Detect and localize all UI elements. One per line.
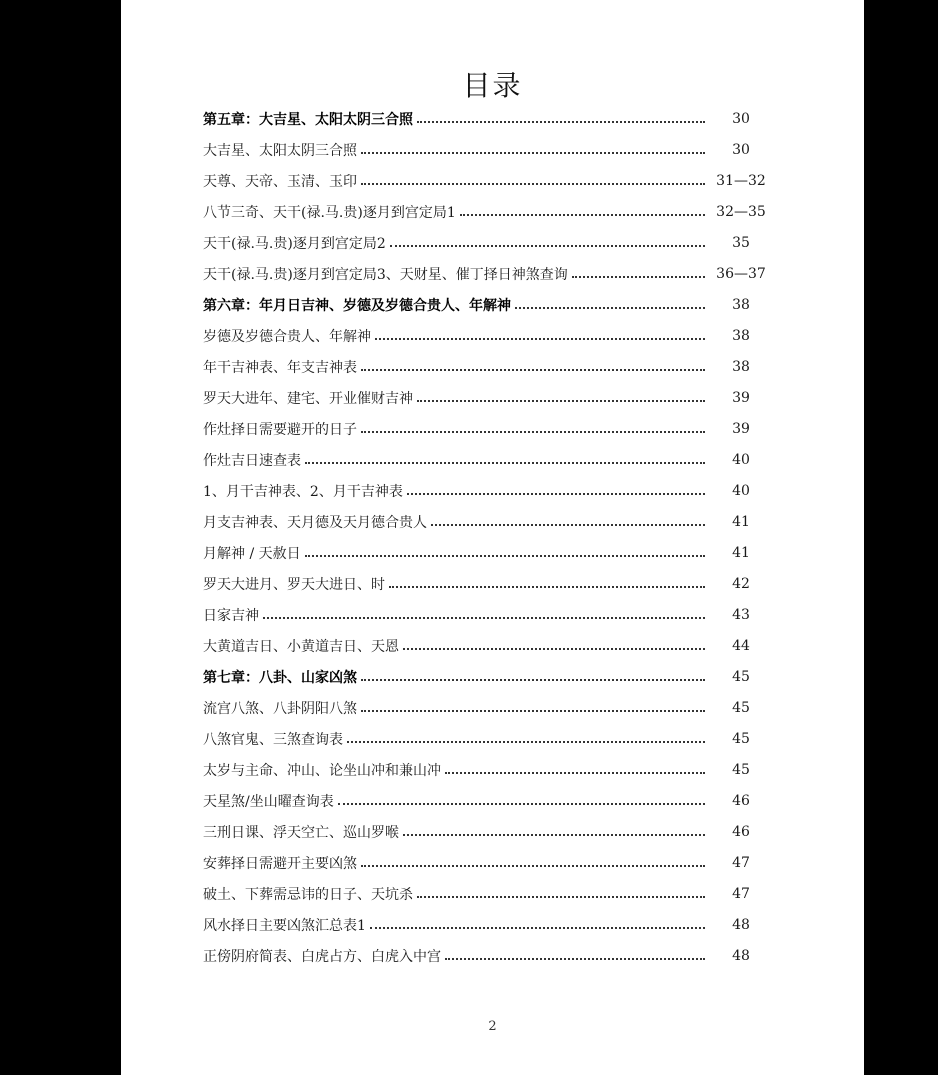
- toc-leader-dots: [361, 369, 705, 371]
- toc-leader-dots: [407, 493, 705, 495]
- toc-leader-dots: [403, 834, 705, 836]
- toc-entry-label: 第六章：年月日吉神、岁德及岁德合贵人、年解神: [203, 297, 511, 314]
- toc-entry: [203, 785, 773, 816]
- toc-entry: [203, 258, 773, 289]
- toc-entry: [203, 816, 773, 847]
- toc-entry-label: 八节三奇、天干(禄.马.贵)逐月到宫定局1: [203, 204, 456, 221]
- toc-leader-dots: [389, 586, 705, 588]
- toc-entry-label: 正傍阴府简表、白虎占方、白虎入中宫: [203, 948, 441, 965]
- toc-entry: [203, 382, 773, 413]
- toc-leader-dots: [417, 896, 705, 898]
- toc-chapter-entry: [203, 661, 773, 692]
- toc-leader-dots: [361, 183, 705, 185]
- toc-entry-page: 47: [732, 854, 750, 871]
- toc-entry-label: 八煞官鬼、三煞查询表: [203, 731, 343, 748]
- toc-leader-dots: [370, 927, 705, 929]
- toc-entry-page: 45: [732, 699, 750, 716]
- toc-entry: [203, 165, 773, 196]
- toc-leader-dots: [361, 679, 705, 681]
- toc-entry-label: 大吉星、太阳太阴三合照: [203, 142, 357, 159]
- toc-leader-dots: [347, 741, 705, 743]
- toc-entry: [203, 444, 773, 475]
- toc-entry-label: 风水择日主要凶煞汇总表1: [203, 917, 366, 934]
- toc-entry: [203, 847, 773, 878]
- toc-entry-label: 月支吉神表、天月德及天月德合贵人: [203, 514, 427, 531]
- toc-entry-page: 48: [732, 916, 750, 933]
- toc-entry-page: 47: [732, 885, 750, 902]
- toc-entry-label: 第五章：大吉星、太阳太阴三合照: [203, 111, 413, 128]
- toc-entry-page: 30: [732, 110, 750, 127]
- toc-entry: [203, 630, 773, 661]
- toc-entry-label: 天尊、天帝、玉清、玉印: [203, 173, 357, 190]
- table-of-contents: [203, 103, 773, 971]
- toc-entry: [203, 568, 773, 599]
- toc-entry-page: 39: [732, 389, 750, 406]
- toc-entry-page: 46: [732, 823, 750, 840]
- toc-entry: [203, 227, 773, 258]
- toc-entry-page: 38: [732, 358, 750, 375]
- toc-entry-page: 41: [732, 544, 750, 561]
- toc-leader-dots: [361, 152, 705, 154]
- toc-entry-page: 44: [732, 637, 750, 654]
- toc-entry: [203, 351, 773, 382]
- toc-entry: [203, 320, 773, 351]
- toc-entry-label: 作灶择日需要避开的日子: [203, 421, 357, 438]
- toc-leader-dots: [305, 462, 705, 464]
- toc-entry-label: 1、月干吉神表、2、月干吉神表: [203, 483, 403, 500]
- toc-entry-page: 41: [732, 513, 750, 530]
- toc-entry-label: 三刑日课、浮天空亡、巡山罗喉: [203, 824, 399, 841]
- toc-entry-label: 天干(禄.马.贵)逐月到宫定局3、天财星、催丁择日神煞查询: [203, 266, 568, 283]
- toc-entry-label: 安葬择日需避开主要凶煞: [203, 855, 357, 872]
- toc-entry-page: 40: [732, 451, 750, 468]
- toc-chapter-entry: [203, 289, 773, 320]
- toc-entry-page: 45: [732, 730, 750, 747]
- toc-entry-page: 40: [732, 482, 750, 499]
- toc-entry-label: 月解神 / 天赦日: [203, 545, 301, 562]
- toc-leader-dots: [390, 245, 705, 247]
- toc-entry-page: 30: [732, 141, 750, 158]
- toc-leader-dots: [403, 648, 705, 650]
- toc-leader-dots: [375, 338, 705, 340]
- toc-entry-page: 42: [732, 575, 750, 592]
- toc-entry-page: 39: [732, 420, 750, 437]
- document-page: [121, 0, 864, 1075]
- toc-entry-label: 天星煞/坐山曜查询表: [203, 793, 334, 810]
- toc-entry-label: 罗天大进年、建宅、开业催财吉神: [203, 390, 413, 407]
- toc-entry-label: 年干吉神表、年支吉神表: [203, 359, 357, 376]
- toc-entry: [203, 196, 773, 227]
- toc-leader-dots: [445, 958, 705, 960]
- toc-entry-label: 大黄道吉日、小黄道吉日、天恩: [203, 638, 399, 655]
- toc-entry: [203, 723, 773, 754]
- toc-entry-page: 38: [732, 327, 750, 344]
- toc-entry-page: 46: [732, 792, 750, 809]
- toc-entry: [203, 692, 773, 723]
- toc-entry-page: 32—35: [716, 203, 766, 220]
- toc-leader-dots: [460, 214, 705, 216]
- toc-chapter-entry: [203, 103, 773, 134]
- toc-entry: [203, 754, 773, 785]
- toc-leader-dots: [445, 772, 705, 774]
- toc-leader-dots: [417, 400, 705, 402]
- toc-leader-dots: [361, 431, 705, 433]
- toc-entry: [203, 537, 773, 568]
- toc-entry-label: 流宫八煞、八卦阴阳八煞: [203, 700, 357, 717]
- toc-entry-page: 45: [732, 668, 750, 685]
- toc-entry: [203, 506, 773, 537]
- toc-entry-label: 天干(禄.马.贵)逐月到宫定局2: [203, 235, 386, 252]
- page-number: 2: [488, 1019, 497, 1034]
- toc-entry-page: 38: [732, 296, 750, 313]
- toc-leader-dots: [572, 276, 705, 278]
- toc-entry-label: 太岁与主命、冲山、论坐山冲和兼山冲: [203, 762, 441, 779]
- toc-entry: [203, 134, 773, 165]
- toc-entry: [203, 413, 773, 444]
- toc-entry-label: 破土、下葬需忌讳的日子、天坑杀: [203, 886, 413, 903]
- toc-entry-label: 日家吉神: [203, 607, 259, 624]
- toc-entry: [203, 599, 773, 630]
- toc-entry: [203, 475, 773, 506]
- toc-leader-dots: [361, 865, 705, 867]
- toc-entry-label: 第七章：八卦、山家凶煞: [203, 669, 357, 686]
- toc-entry-label: 作灶吉日速查表: [203, 452, 301, 469]
- toc-entry: [203, 878, 773, 909]
- page-title: 目录: [462, 69, 523, 102]
- toc-leader-dots: [361, 710, 705, 712]
- toc-leader-dots: [417, 121, 705, 123]
- toc-entry-page: 31—32: [716, 172, 766, 189]
- toc-leader-dots: [431, 524, 705, 526]
- toc-entry: [203, 909, 773, 940]
- toc-entry-page: 35: [732, 234, 750, 251]
- toc-entry: [203, 940, 773, 971]
- toc-entry-label: 岁德及岁德合贵人、年解神: [203, 328, 371, 345]
- toc-entry-page: 36—37: [716, 265, 766, 282]
- toc-leader-dots: [263, 617, 705, 619]
- toc-leader-dots: [515, 307, 705, 309]
- toc-leader-dots: [338, 803, 705, 805]
- toc-entry-label: 罗天大进月、罗天大进日、时: [203, 576, 385, 593]
- toc-entry-page: 48: [732, 947, 750, 964]
- toc-entry-page: 43: [732, 606, 750, 623]
- toc-entry-page: 45: [732, 761, 750, 778]
- toc-leader-dots: [305, 555, 705, 557]
